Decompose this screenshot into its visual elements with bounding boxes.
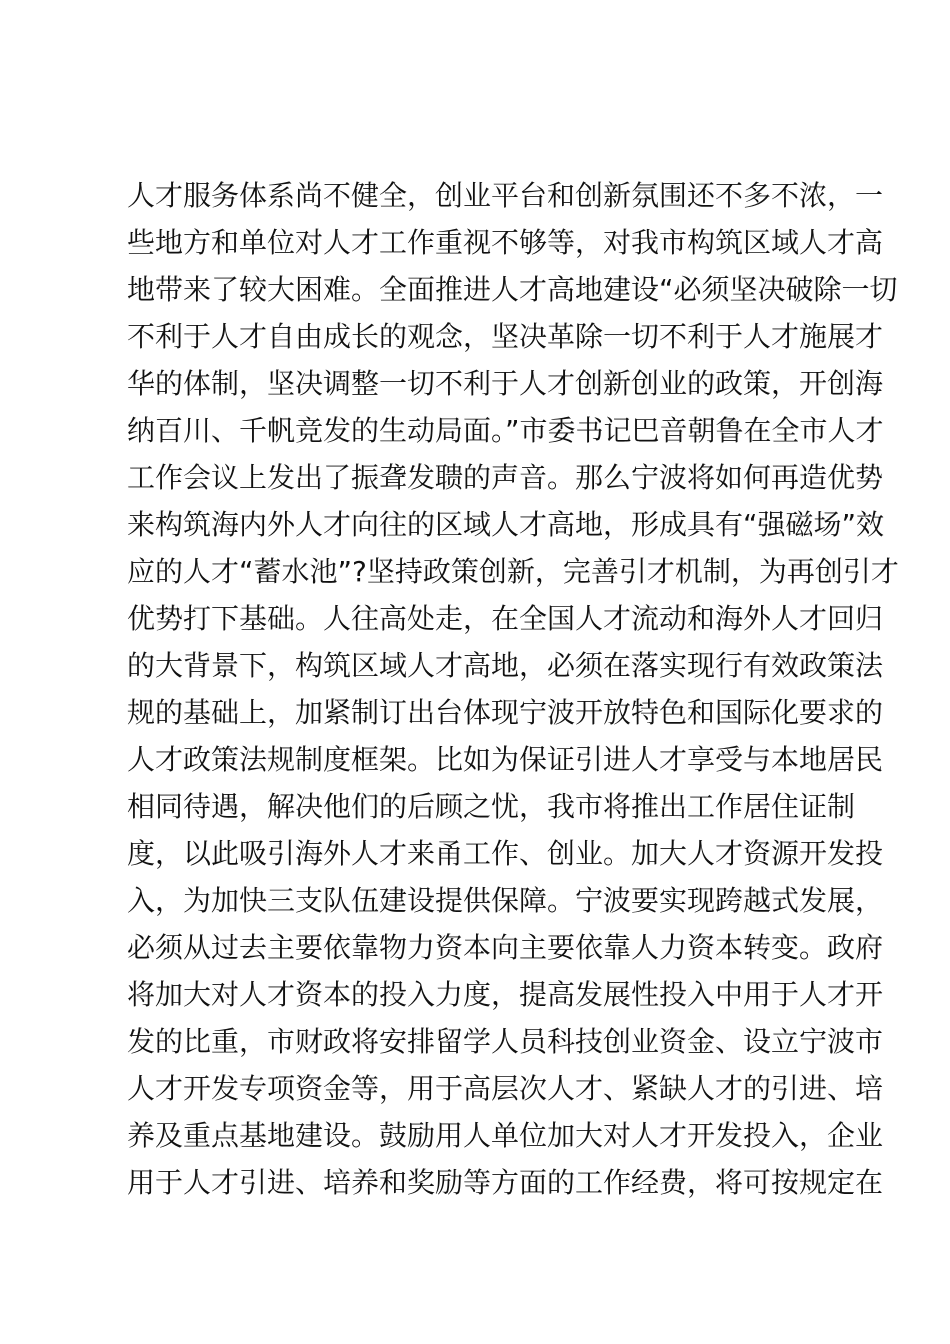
text-line: 工作会议上发出了振聋发聩的声音。那么宁波将如何再造优势 [127,461,884,494]
text-line: 优势打下基础。人往高处走，在全国人才流动和海外人才回归 [127,602,884,635]
body-paragraph [127,172,899,1206]
text-line: 来构筑海内外人才向往的区域人才高地，形成具有“强磁场”效 [127,508,885,541]
text-line: 规的基础上，加紧制订出台体现宁波开放特色和国际化要求的 [127,696,884,729]
text-line: 的大背景下，构筑区域人才高地，必须在落实现行有效政策法 [127,649,884,682]
text-line: 些地方和单位对人才工作重视不够等，对我市构筑区域人才高 [127,226,884,259]
text-line: 养及重点基地建设。鼓励用人单位加大对人才开发投入，企业 [127,1119,884,1152]
text-line: 华的体制，坚决调整一切不利于人才创新创业的政策，开创海 [127,367,884,400]
text-line: 人才政策法规制度框架。比如为保证引进人才享受与本地居民 [127,743,884,776]
text-line: 应的人才“蓄水池”?坚持政策创新，完善引才机制，为再创引才 [127,555,899,588]
text-line: 用于人才引进、培养和奖励等方面的工作经费，将可按规定在 [127,1166,884,1199]
text-line: 人才开发专项资金等，用于高层次人才、紧缺人才的引进、培 [127,1072,884,1105]
text-line: 不利于人才自由成长的观念，坚决革除一切不利于人才施展才 [127,320,884,353]
text-line: 人才服务体系尚不健全，创业平台和创新氛围还不多不浓，一 [127,179,884,212]
text-line: 纳百川、千帆竞发的生动局面。”市委书记巴音朝鲁在全市人才 [127,414,884,447]
text-line: 度，以此吸引海外人才来甬工作、创业。加大人才资源开发投 [127,837,884,870]
text-line: 将加大对人才资本的投入力度，提高发展性投入中用于人才开 [127,978,884,1011]
text-line: 入，为加快三支队伍建设提供保障。宁波要实现跨越式发展， [127,884,884,917]
text-line: 发的比重，市财政将安排留学人员科技创业资金、设立宁波市 [127,1025,884,1058]
text-line: 必须从过去主要依靠物力资本向主要依靠人力资本转变。政府 [127,931,884,964]
text-line: 相同待遇，解决他们的后顾之忧，我市将推出工作居住证制 [127,790,856,823]
text-line: 地带来了较大困难。全面推进人才高地建设“必须坚决破除一切 [127,273,898,306]
